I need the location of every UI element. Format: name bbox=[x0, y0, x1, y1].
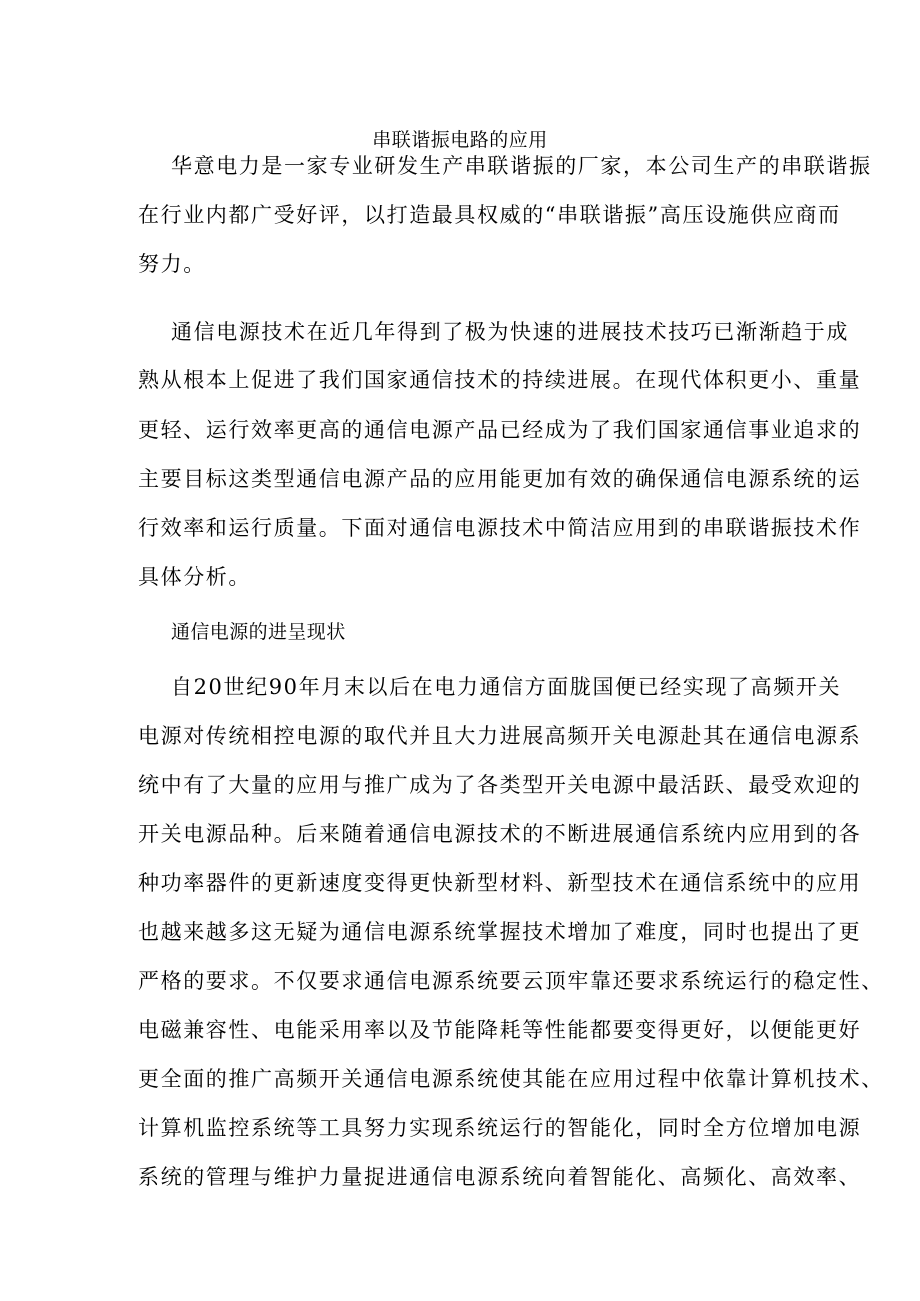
paragraph-4-line-1: 自20世纪90年月末以后在电力通信方面胧国便已经实现了高频开关 bbox=[171, 675, 842, 699]
document-title: 串联谐振电路的应用 bbox=[372, 129, 548, 151]
paragraph-4-line-2: 电源对传统相控电源的取代并且大力进展高频开关电源赴其在通信电源系 bbox=[138, 724, 862, 748]
paragraph-2-line-1: 通信电源技术在近几年得到了极为快速的进展技术技巧已渐渐趋于成 bbox=[171, 320, 849, 344]
paragraph-1-line-2: 在行业内都广受好评，以打造最具权威的“串联谐振”高压设施供应商而 bbox=[138, 203, 841, 227]
paragraph-1-line-3: 努力。 bbox=[138, 252, 206, 276]
paragraph-2-line-3: 更轻、运行效率更高的通信电源产品已经成为了我们国家通信事业追求的 bbox=[138, 418, 862, 442]
paragraph-4-line-9: 更全面的推广高频开关通信电源系统使其能在应用过程中依靠计算机技术、 bbox=[138, 1067, 884, 1091]
paragraph-2-line-5: 行效率和运行质量。下面对通信电源技术中简洁应用到的串联谐振技术作 bbox=[138, 516, 862, 540]
paragraph-4-line-7: 严格的要求。不仅要求通信电源系统要云顶牢靠还要求系统运行的稳定性、 bbox=[138, 969, 884, 993]
paragraph-4-line-10: 计算机监控系统等工具努力实现系统运行的智能化，同时全方位增加电源 bbox=[138, 1116, 862, 1140]
paragraph-4-line-6: 也越来越多这无疑为通信电源系统掌握技术增加了难度，同时也提出了更 bbox=[138, 920, 862, 944]
paragraph-2-line-4: 主要目标这类型通信电源产品的应用能更加有效的确保通信电源系统的运 bbox=[138, 467, 862, 491]
paragraph-4-line-3: 统中有了大量的应用与推广成为了各类型开关电源中最活跃、最受欢迎的 bbox=[138, 773, 862, 797]
paragraph-2-line-6: 具体分析。 bbox=[138, 565, 251, 589]
paragraph-4-line-5: 种功率器件的更新速度变得更快新型材料、新型技术在通信系统中的应用 bbox=[138, 871, 862, 895]
paragraph-4-line-11: 系统的管理与维护力量捉进通信电源系统向着智能化、高频化、高效率、 bbox=[138, 1165, 862, 1189]
paragraph-4-line-4: 开关电源品种。后来随着通信电源技术的不断进展通信系统内应用到的各 bbox=[138, 822, 862, 846]
paragraph-1-line-1: 华意电力是一家专业研发生产串联谐振的厂家，本公司生产的串联谐振 bbox=[171, 154, 872, 178]
paragraph-4-line-8: 电磁兼容性、电能采用率以及节能降耗等性能都要变得更好，以便能更好 bbox=[138, 1018, 862, 1042]
section-heading: 通信电源的进呈现状 bbox=[171, 621, 346, 643]
paragraph-2-line-2: 熟从根本上促进了我们国家通信技术的持续进展。在现代体积更小、重量 bbox=[138, 368, 862, 392]
